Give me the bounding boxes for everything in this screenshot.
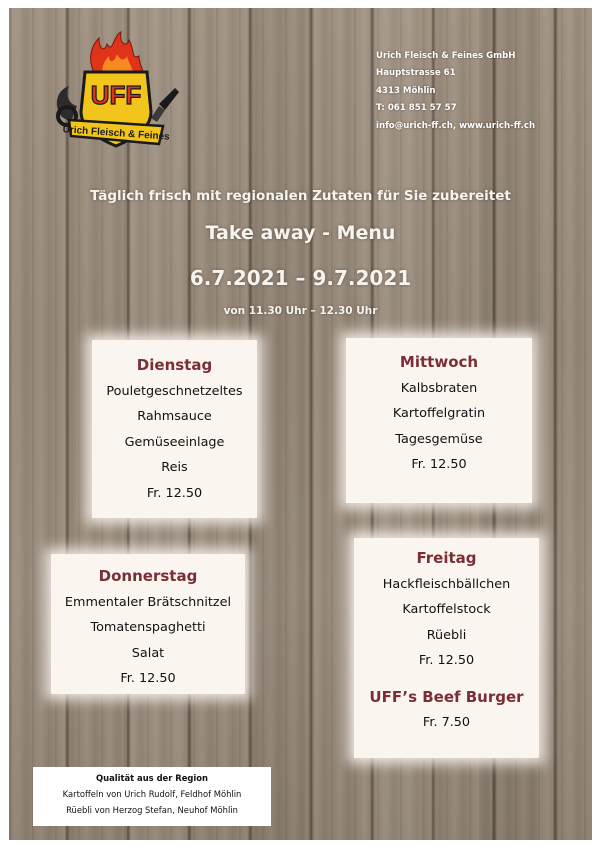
menu-item: Tagesgemüse <box>395 431 483 447</box>
company-name: Urich Fleisch & Feines GmbH <box>376 51 516 61</box>
menu-item: Reis <box>161 460 188 476</box>
logo-banner-text: Urich Fleisch & Feines <box>62 124 171 143</box>
company-phone: T: 061 851 57 57 <box>376 103 457 114</box>
logo-letters: UFF <box>90 80 142 110</box>
menu-dates: 6.7.2021 – 9.7.2021 <box>189 266 412 290</box>
day-heading: Mittwoch <box>399 353 479 371</box>
day-heading: Donnerstag <box>98 567 198 585</box>
menu-item: Emmentaler Brätschnitzel <box>64 595 232 610</box>
region-line: Kartoffeln von Urich Rudolf, Feldhof Möhlin <box>62 789 242 799</box>
menu-item: Kartoffelgratin <box>392 406 486 422</box>
price: Fr. 12.50 <box>411 457 467 473</box>
tagline: Täglich frisch mit regionalen Zutaten für Sie zubereitet <box>90 188 511 204</box>
uff-logo <box>47 30 185 160</box>
menu-hours: von 11.30 Uhr – 12.30 Uhr <box>223 305 378 317</box>
company-city: 4313 Möhlin <box>376 85 436 96</box>
menu-item: Pouletgeschnetzeltes <box>106 384 243 399</box>
region-title: Qualität aus der Region <box>96 773 208 783</box>
menu-item: Kalbsbraten <box>400 381 478 396</box>
company-web: info@urich-ff.ch, www.urich-ff.ch <box>376 120 536 131</box>
burger-price: Fr. 7.50 <box>422 714 471 730</box>
day-heading: Dienstag <box>136 356 213 374</box>
price: Fr. 12.50 <box>120 671 176 687</box>
menu-flyer <box>9 8 592 840</box>
menu-item: Rahmsauce <box>137 409 212 425</box>
price: Fr. 12.50 <box>418 653 475 669</box>
price: Fr. 12.50 <box>146 485 203 501</box>
menu-item: Gemüseeinlage <box>124 434 225 450</box>
menu-item: Rüebli <box>426 627 467 643</box>
menu-title: Take away - Menu <box>205 222 396 244</box>
region-box <box>33 767 271 826</box>
card-tuesday <box>92 340 257 518</box>
menu-item: Salat <box>131 645 165 661</box>
menu-item: Tomatenspaghetti <box>90 620 206 636</box>
card-friday <box>354 538 539 758</box>
menu-item: Hackfleischbällchen <box>382 577 511 592</box>
card-thursday <box>51 554 245 694</box>
day-heading: Freitag <box>416 549 477 567</box>
region-line: Rüebli von Herzog Stefan, Neuhof Möhlin <box>66 805 238 815</box>
menu-item: Kartoffelstock <box>402 602 491 618</box>
card-wednesday <box>346 338 532 503</box>
burger-heading: UFF’s Beef Burger <box>369 687 524 706</box>
company-street: Hauptstrasse 61 <box>376 68 456 79</box>
company-address <box>376 48 535 135</box>
